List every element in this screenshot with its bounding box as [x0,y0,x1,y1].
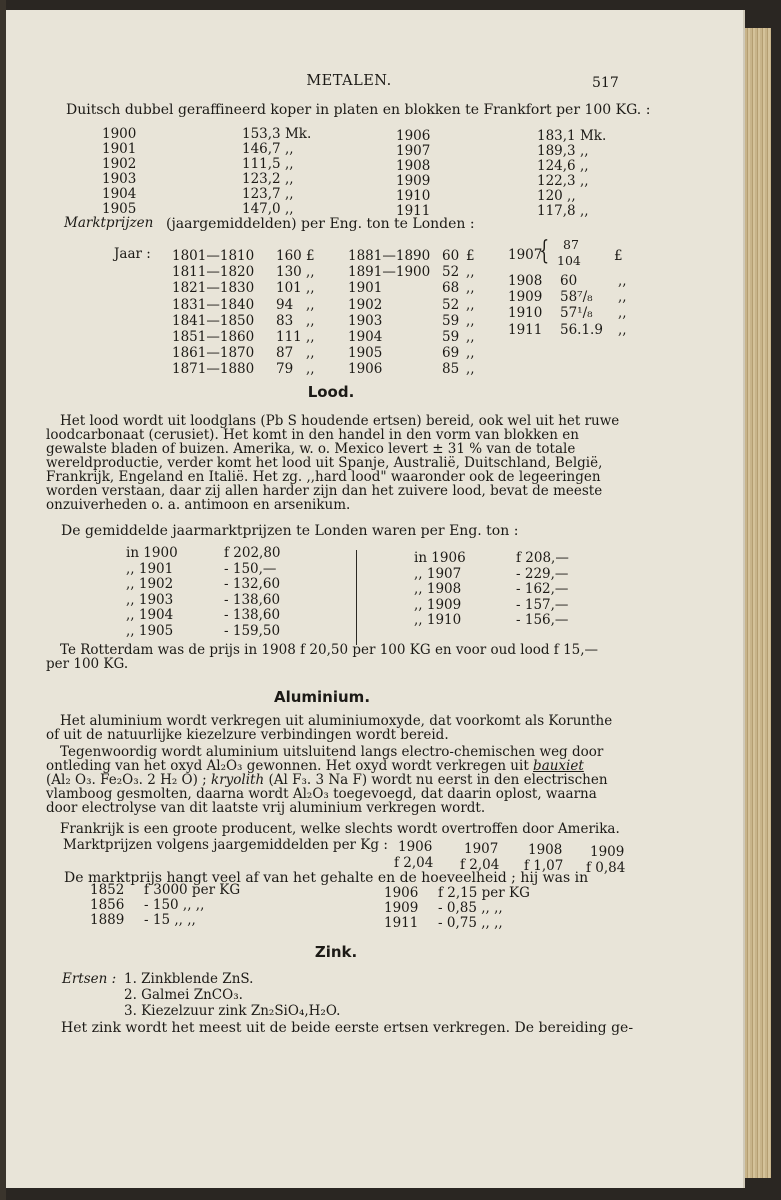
lood-price-value: f 208,— [516,550,569,566]
ertsen-label: Ertsen : [62,971,117,987]
lood-price-year: in 1900 [126,545,178,561]
london-value: 56.1.9 [560,321,603,338]
book-page-edges [745,28,771,1178]
frankfurt-value: 147,0 ,, [242,201,294,217]
aluminium-paragraph-2 [46,745,634,815]
alu-history-value: f 2,15 per KG [438,885,530,901]
london-1907-year: 1907 [508,247,543,263]
bauxiet-term: bauxiet [533,758,584,774]
alu-p2-line1: Tegenwoordig wordt aluminium uitsluitend langs electro-chemischen weg door [60,744,604,760]
frankfurt-value: 120 ,, [537,188,576,204]
market-prices-label: Marktprijzen [64,215,154,231]
london-year: 1909 [508,289,543,306]
alu-p2-line3a: (Al₂ O₃. Fe₂O₃. 2 H₂ O) ; [46,772,207,788]
alu-history-year: 1911 [384,915,419,931]
zink-last-line: Het zink wordt het meest uit de beide eerste ertsen verkregen. De bereiding ge- [61,1020,634,1036]
london-unit: ,, [306,312,315,329]
frankfurt-year: 1905 [102,201,137,217]
frankfurt-year: 1901 [102,141,137,157]
alu-p2-line2-text: ontleding van het oxyd Al₂O₃ gewonnen. Het oxyd wordt verkregen uit [46,758,529,774]
frankfurt-value: 153,3 Mk. [242,126,312,142]
page-sheet [6,10,745,1188]
lood-price-value: - 156,— [516,612,569,628]
london-value: 59 [442,312,460,329]
london-value: 52 [442,264,460,281]
alu-history-value: f 3000 per KG [144,882,241,898]
lood-price-value: - 150,— [224,560,277,577]
ore-item-2: 2. Galmei ZnCO₃. [124,987,243,1003]
paragraph-line: of uit de natuurlijke kiezelzure verbindingen wordt bereid. [46,727,449,743]
section-title-lood: Lood. [307,383,355,401]
london-unit: ,, [466,329,475,345]
london-value: 94 [276,296,294,313]
lood-price-value: - 229,— [516,565,569,582]
lood-price-value: - 159,50 [224,622,281,639]
london-unit: ,, [618,305,627,322]
aluminium-paragraph-1 [46,714,634,742]
paragraph-line: Het lood wordt uit loodglans (Pb S houdende ertsen) bereid, ook wel uit het ruwe [60,413,620,429]
london-value: 59 [442,329,460,345]
lood-price-year: ,, 1902 [126,576,174,592]
london-unit: ,, [466,296,475,313]
london-period: 1891—1900 [348,264,431,281]
alu-p2-line5: door electrolyse van dit laatste vrij aluminium verkregen wordt. [46,800,486,816]
alu-history-year: 1852 [90,882,125,898]
alu-market-label: Marktprijzen volgens jaargemiddelden per Kg : [63,837,388,853]
frankfurt-year: 1903 [102,171,137,187]
alu-market-value: f 1,07 [524,858,564,874]
london-value: 79 [276,361,294,378]
lood-price-year: ,, 1903 [126,591,174,608]
lood-price-year: ,, 1907 [414,565,462,582]
lood-price-value: - 138,60 [224,607,281,623]
lood-price-value: - 162,— [516,581,569,597]
jaar-label: Jaar : [114,246,151,262]
lood-price-year: in 1906 [414,550,466,566]
london-value: 83 [276,312,294,329]
frankfurt-year: 1909 [396,173,431,189]
london-unit: ,, [306,296,315,313]
paragraph-line: onzuiverheden o. a. antimoon en arsenikum. [46,497,351,513]
london-period: 1861—1870 [172,345,255,362]
london-unit: ,, [306,280,315,297]
london-1907-low: 104 [557,253,581,268]
lood-price-value: - 157,— [516,596,569,613]
ore-item-1: 1. Zinkblende ZnS. [124,971,254,987]
london-period: 1811—1820 [172,264,255,281]
london-value: 85 [442,361,460,378]
london-period: 1851—1860 [172,329,255,345]
alu-p2-line3b: (Al F₃. 3 Na F) wordt nu eerst in den electrischen [268,772,608,788]
section-title-aluminium: Aluminium. [273,688,371,706]
ore-item-3: 3. Kiezelzuur zink Zn₂SiO₄,H₂O. [124,1003,341,1019]
lood-price-value: - 138,60 [224,591,281,608]
london-value: 111 [276,329,302,345]
frankfurt-value: 124,6 ,, [537,158,589,174]
alu-p2-line2 [46,759,634,773]
section-title-zink: Zink. [314,943,358,961]
london-unit: ,, [466,361,475,378]
london-value: 52 [442,296,460,313]
london-value: 58⁷/₈ [560,289,593,306]
london-value: 130 [276,264,302,281]
london-period: 1821—1830 [172,280,255,297]
london-value: 69 [442,345,460,362]
page-number: 517 [592,75,619,91]
paragraph-line: wereldproductie, verder komt het lood uit Spanje, Australië, Duitschland, België, [46,455,603,471]
frankfurt-year: 1904 [102,186,137,202]
frankfurt-value: 111,5 ,, [242,156,294,172]
frankfurt-value: 123,2 ,, [242,171,294,187]
lood-paragraph [46,414,634,512]
alu-history-year: 1906 [384,885,419,901]
lood-price-year: ,, 1908 [414,581,462,597]
london-period: 1801—1810 [172,248,255,264]
lood-price-year: ,, 1901 [126,560,174,577]
london-unit: ,, [618,289,627,306]
alu-history-year: 1889 [90,912,125,928]
london-unit: ,, [306,264,315,281]
alu-market-year: 1909 [590,843,625,860]
london-value: 160 [276,248,302,264]
london-unit: ,, [618,273,627,289]
paragraph-line: loodcarbonaat (cerusiet). Het komt in den handel in den vorm van blokken en [46,427,579,443]
frankfurt-year: 1911 [396,203,431,219]
lood-price-year: ,, 1904 [126,607,174,623]
london-value: 87 [276,345,294,362]
london-period: 1904 [348,329,383,345]
kryolith-term: kryolith [211,772,265,788]
paragraph-line: Het aluminium wordt verkregen uit aluminiumoxyde, dat voorkomt als Korunthe [60,713,613,729]
london-value: 60 [442,248,460,264]
london-year: 1910 [508,305,543,322]
aluminium-paragraph-3: Frankrijk is een groote producent, welke slechts wordt overtroffen door Amerika. [60,821,620,837]
london-unit: £ [306,248,315,264]
alu-history-year: 1856 [90,897,125,913]
alu-history-value: - 150 ,, ,, [144,897,205,913]
london-year: 1908 [508,273,543,289]
frankfurt-value: 117,8 ,, [537,203,589,219]
alu-market-year: 1908 [528,842,563,858]
london-period: 1901 [348,280,383,297]
alu-market-value: f 0,84 [586,859,626,876]
london-unit: ,, [618,321,627,338]
alu-market-year: 1906 [398,839,433,855]
frankfurt-value: 122,3 ,, [537,173,589,189]
alu-history-value: - 0,85 ,, ,, [438,900,503,916]
lood-avg-title: De gemiddelde jaarmarktprijzen te Londen waren per Eng. ton : [61,523,519,539]
london-period: 1831—1840 [172,296,255,313]
london-period: 1906 [348,361,383,378]
paragraph-line: worden verstaan, daar zij allen harder zijn dan het zuivere lood, bevat de meeste [46,483,603,499]
london-unit: ,, [466,264,475,281]
paragraph-line: gewalste bladen of buizen. Amerika, w. o. Mexico levert ± 31 % van de totale [46,441,576,457]
running-header: METALEN. [306,73,392,89]
lood-price-year: ,, 1910 [414,612,462,628]
brace-glyph: { [539,236,550,266]
london-unit: ,, [466,312,475,329]
alu-market-value: f 2,04 [460,856,500,873]
london-unit: ,, [306,345,315,362]
alu-market-value: f 2,04 [394,855,434,871]
frankfurt-value: 189,3 ,, [537,143,589,159]
alu-history-year: 1909 [384,900,419,916]
alu-p2-line4: vlamboog gesmolten, daarna wordt Al₂O₃ toegevoegd, dat daarin oplost, waarna [46,786,597,802]
london-period: 1905 [348,345,383,362]
frankfurt-value: 183,1 Mk. [537,128,607,144]
london-unit: ,, [306,329,315,345]
frankfurt-value: 146,7 ,, [242,141,294,157]
frankfurt-year: 1907 [396,143,431,159]
market-prices-title: (jaargemiddelden) per Eng. ton te Londen : [166,216,475,232]
london-year: 1911 [508,321,543,338]
london-unit: ,, [466,280,475,297]
frankfurt-year: 1910 [396,188,431,204]
paragraph-line: Frankrijk, Engeland en Italië. Het zg. ,,hard lood" waaronder ook de legeeringen [46,469,601,485]
alu-p2-line3 [46,773,634,787]
london-period: 1881—1890 [348,248,431,264]
lood-price-value: - 132,60 [224,576,281,592]
london-period: 1902 [348,296,383,313]
london-period: 1841—1850 [172,312,255,329]
london-value: 57¹/₈ [560,305,593,322]
paragraph-line: per 100 KG. [46,656,129,672]
lood-price-value: f 202,80 [224,545,281,561]
london-unit: ,, [306,361,315,378]
london-value: 101 [276,280,302,297]
frankfurt-value: 123,7 ,, [242,186,294,202]
lood-price-year: ,, 1905 [126,622,174,639]
frankfurt-year: 1902 [102,156,137,172]
alu-market-year: 1907 [464,840,499,857]
frankfurt-year: 1900 [102,126,137,142]
frankfurt-year: 1908 [396,158,431,174]
alu-dependence: De marktprijs hangt veel af van het gehalte en de hoeveelheid ; hij was in [64,870,589,886]
london-period: 1871—1880 [172,361,255,378]
london-unit: ,, [466,345,475,362]
lood-price-year: ,, 1909 [414,596,462,613]
frankfurt-year: 1906 [396,128,431,144]
alu-history-value: - 0,75 ,, ,, [438,915,503,931]
london-period: 1903 [348,312,383,329]
table-divider [356,550,357,645]
london-unit: £ [466,248,475,264]
paragraph-line: Te Rotterdam was de prijs in 1908 f 20,50 per 100 KG en voor oud lood f 15,— [60,642,599,658]
london-1907-high: 87 [563,237,579,252]
london-1907-unit: £ [614,248,623,264]
rotterdam-paragraph [46,643,634,671]
london-value: 60 [560,273,578,289]
alu-history-value: - 15 ,, ,, [144,912,196,928]
frankfurt-title: Duitsch dubbel geraffineerd koper in platen en blokken te Frankfort per 100 KG. : [66,102,651,118]
london-value: 68 [442,280,460,297]
